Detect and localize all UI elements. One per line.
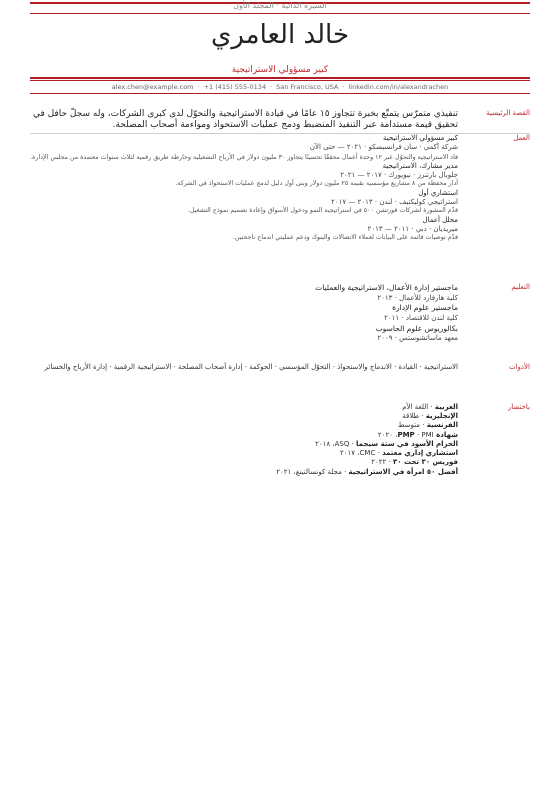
job-entry [30, 162, 458, 189]
job-detail: قدّم توصيات قائمة على البيانات لعملاء الاتصالات والبنوك ودعم عمليتي اندماج ناجحتين. [232, 234, 458, 242]
language-item: الفرنسية · متوسط [398, 421, 458, 430]
cert-item: فوربس ٣٠ تحت ٣٠ · ٢٠٢٢ [371, 458, 458, 467]
job-entry [30, 134, 458, 162]
header-rule [30, 77, 530, 79]
job-meta: استراتيجي كوليكتيف · لندن · ٢٠١٣ — ٢٠١٧ [331, 197, 458, 206]
job-meta: شركة آكمي · سان فرانسيسكو · ٢٠٢١ — حتى الآن [309, 143, 458, 152]
cert-item: أفضل ٥٠ امرأة في الاستراتيجية · مجلة كونسالتينغ، ٢٠٢١ [276, 467, 458, 476]
job-title: مدير مشارك، الاستراتيجية [382, 161, 458, 170]
contact-linkedin[interactable]: linkedin.com/in/alexandrachen [348, 83, 449, 91]
job-entry [30, 189, 458, 216]
contact-rule [30, 93, 530, 94]
job-meta: جلوبال بارتنرز · نيويورك · ٢٠١٧ — ٢٠٢١ [340, 171, 458, 180]
job-title: محلل أعمال [422, 215, 458, 224]
education-list [30, 283, 458, 344]
job-detail: قدّم المشورة لشركات فورتشن ٥٠٠ في استراتيجية النمو ودخول الأسواق وإعادة تصميم نموذج التشغيل. [187, 207, 458, 215]
job-subtitle: كبير مسؤولي الاستراتيجية [231, 65, 329, 75]
top-rule-inner [30, 13, 530, 14]
education-degree: ماجستير إدارة الأعمال، الاستراتيجية والعمليات [315, 283, 458, 292]
section-tools [30, 363, 530, 387]
section-label-work: العمل [513, 134, 530, 142]
language-item: العربية · اللغة الأم [402, 403, 458, 411]
job-detail: أدار محفظة من ٨ مشاريع مؤسسية بقيمة ٢٥ مليون دولار وبنى أول دليل لدمج عمليات الاستحواذ في الشركة. [175, 180, 458, 188]
education-school: كلية هارفارد للأعمال · ٢٠١٣ [377, 293, 458, 302]
section-extras [30, 403, 530, 483]
work-list [30, 134, 458, 243]
summary-text: تنفيذي متمرّس يتمتّع بخبرة تتجاوز ١٥ عامًا في قيادة الاستراتيجية والتحوّل لدى كبرى الشركات، وله سجلّ حافل في تحقيق قيمة مستدامة عبر التنفيذ المنضبط ودمج عمليات الاستحواذ ومواءمة أصحاب المصلحة. [32, 109, 458, 130]
section-label-summary: القصة الرئيسية [486, 109, 530, 117]
section-summary [30, 109, 530, 133]
extras-list [30, 403, 458, 477]
job-meta: ميريديان · دبي · ٢٠١١ — ٢٠١٣ [367, 224, 458, 233]
tools-text: الاستراتيجية · القيادة · الاندماج والاستحواذ · التحوّل المؤسسي · الحوكمة · إدارة أصحاب المصلحة · الاستراتيجية الرقمية · إدارة الأرباح والخسائر [44, 363, 458, 371]
page-title: خالد العامري [210, 20, 350, 50]
section-label-tools: الأدوات [509, 363, 530, 371]
education-degree: بكالوريوس علوم الحاسوب [375, 323, 458, 333]
contact-phone[interactable]: +1 (415) 555-0134 [203, 83, 267, 91]
cert-item: شهادة PMP · PMI، ٢٠٢٠ [377, 430, 458, 439]
language-item: الإنجليزية · طلاقة [402, 412, 458, 421]
education-degree: ماجستير علوم الإدارة [392, 303, 458, 313]
contact-location: San Francisco, USA [276, 83, 339, 91]
header-kicker: السيرة الذاتية · المجلد الأول [233, 1, 327, 10]
contact-email[interactable]: alex.chen@example.com [111, 83, 194, 91]
cert-item: الحزام الأسود في ستة سيجما · ASQ، ٢٠١٨ [315, 439, 458, 448]
section-label-education: التعليم [511, 283, 530, 291]
cert-item: استشاري إداري معتمد · CMC، ٢٠١٧ [340, 449, 458, 458]
section-education [30, 283, 530, 343]
contact-line: alex.chen@example.com · +1 (415) 555-0134 · San Francisco, USA · linkedin.com/in/alexandrachen [111, 83, 449, 91]
section-label-extras: باختصار [507, 403, 530, 411]
section-work [30, 134, 530, 264]
job-detail: قاد الاستراتيجية والتحوّل عبر ١٢ وحدة أعمال محققًا تحسينًا يتجاوز ٣٠ مليون دولار في الأرباح التشغيلية وخارطة طريق رقمية لثلاث سنوات معتمدة من مجلس الإدارة. [30, 153, 458, 161]
header-rule-inner [30, 80, 530, 81]
job-entry [30, 216, 458, 243]
job-title: كبير مسؤولي الاستراتيجية [383, 134, 458, 142]
education-school: معهد ماساتشوستس · ٢٠٠٩ [377, 334, 458, 343]
education-school: كلية لندن للاقتصاد · ٢٠١١ [384, 313, 458, 322]
job-title: استشاري أول [418, 188, 458, 197]
